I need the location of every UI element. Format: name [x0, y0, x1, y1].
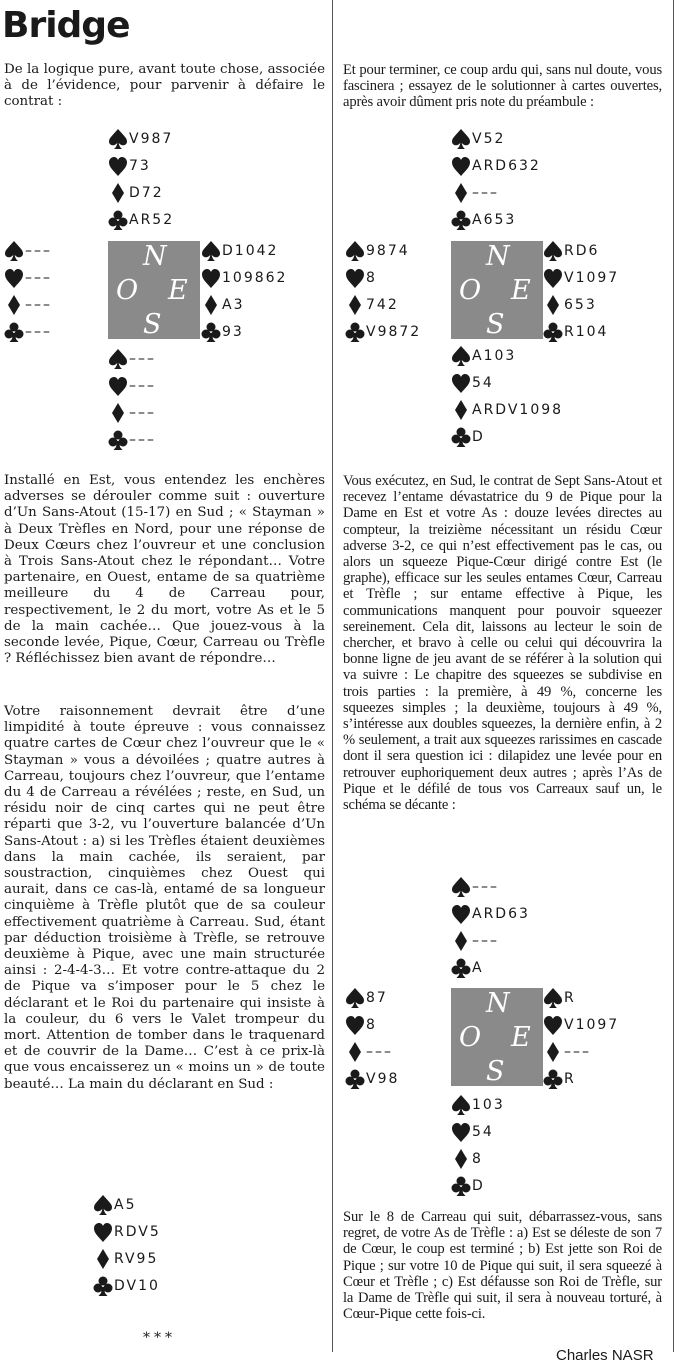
club-icon [93, 1275, 113, 1297]
heart-icon [451, 903, 471, 925]
spade-icon [93, 1194, 113, 1216]
diamond-icon [451, 1148, 471, 1170]
right-border [673, 0, 674, 1352]
deal1-south-hand [108, 345, 156, 453]
right-paragraph-2: Sur le 8 de Carreau qui suit, débarrassez-vous, sans regret, de votre As de Trèfle : a) Est se déleste de son 7 de Cœur, le coup est terminé ; b) Est jette son Roi de Pique ; sur votre 10 de Pique qui suit, il sera squeezé à Cœur et Trèfle ; c) Est défausse son Roi de Trèfle, sur la Dame de Trèfle qui suit, il sera à nouveau torturé, à Cœur-Pique cette fois-ci. [343, 1209, 662, 1323]
club-cards: V9872 [366, 323, 422, 340]
compass-west: O [116, 275, 139, 306]
heart-icon [345, 267, 365, 289]
left-paragraph-2: Votre raisonnement devrait être d’une limpidité à toute épreuve : vous connaissez quatre cartes de Cœur chez l’ouvreur que le « Stayman » vous a dévoilées ; quatre autres à Carreau, toujours chez l’ouvreur, que l’entame du 4 de Carreau a révélées ; reste, en Sud, un résidu noir de cinq cartes qui ne peut être réparti que 3-2, vu l’ouverture balancée d’Un Sans-Atout : a) si les Trèfles étaient deuxièmes dans la main cachée, ils seraient, par soustraction, cinquièmes chez Ouest qui aurait, dans ce cas-là, entamé de sa longueur cinquième à Trèfle plutôt que de sa couleur effectivement quatrième à Carreau. Sud, étant par déduction troisième à Trèfle, se retrouve deuxième à Pique, avec une main structurée ainsi : 2-4-4-3… Et votre contre-attaque du 2 de Pique va s’imposer pour le 5 chez le déclarant et le Roi du partenaire qui insiste à la couleur, du 6 vers le Valet trompeur du mort. Attention de tomber dans le traquenard et de couvrir de la Dame… C’est à ce prix-là que vous encaisserez un « moins un » de toute beauté… La main du déclarant en Sud : [4, 704, 325, 1092]
diamond-cards: ––– [472, 184, 499, 201]
diamond-cards: ––– [129, 404, 156, 421]
intro-left: De la logique pure, avant toute chose, associée à de l’évidence, pour parvenir à défaire le contrat : [4, 62, 325, 110]
compass-east: E [511, 1022, 531, 1053]
left-paragraph-1: Installé en Est, vous entendez les enchères adverses se dérouler comme suit : ouverture d’Un Sans-Atout (15-17) en Sud ; « Stayman » à Deux Trèfles en Nord, pour une réponse de Deux Cœurs chez l’ouvreur et une conclusion à Trois Sans-Atout chez le répondant… Votre partenaire, en Ouest, entame de sa quatrième meilleure du 4 de Carreau pour, respectivement, le 2 du mort, votre As et le 5 de la main cachée… Que jouez-vous à la seconde levée, Pique, Cœur, Carreau ou Trèfle ? Réfléchissez bien avant de répondre… [4, 473, 325, 667]
spade-icon [543, 987, 563, 1009]
compass-south: S [486, 1056, 505, 1087]
diamond-icon [543, 294, 563, 316]
deal3-south-hand [451, 1091, 505, 1199]
deal1-east-hand [201, 237, 287, 345]
spade-cards: V987 [129, 130, 174, 147]
declarant-south-hand [93, 1191, 161, 1299]
diamond-row [345, 1038, 399, 1065]
deal3-north-hand [451, 873, 530, 981]
spade-icon [451, 128, 471, 150]
diamond-icon [108, 182, 128, 204]
club-row [451, 954, 530, 981]
diamond-cards: A3 [222, 296, 245, 313]
compass-south: S [143, 309, 162, 340]
diamond-icon [345, 294, 365, 316]
club-row [345, 318, 421, 345]
spade-row [543, 237, 619, 264]
diamond-cards: ARDV1098 [472, 401, 564, 418]
compass-north: N [143, 241, 167, 272]
heart-icon [451, 155, 471, 177]
club-cards: A [472, 959, 484, 976]
diamond-row [451, 396, 563, 423]
club-cards: 93 [222, 323, 244, 340]
spade-icon [451, 345, 471, 367]
spade-row [201, 237, 287, 264]
deal3-east-hand [543, 984, 619, 1092]
compass-west: O [459, 1022, 482, 1053]
spade-cards: V52 [472, 130, 506, 147]
spade-cards: 9874 [366, 242, 410, 259]
diamond-row [108, 399, 156, 426]
heart-icon [108, 155, 128, 177]
compass-east: E [168, 275, 188, 306]
diamond-cards: D72 [129, 184, 164, 201]
spade-row [345, 237, 421, 264]
heart-row [543, 264, 619, 291]
club-row [451, 1172, 505, 1199]
spade-icon [543, 240, 563, 262]
spade-row [451, 1091, 505, 1118]
diamond-row [451, 1145, 505, 1172]
compass-west: O [459, 275, 482, 306]
heart-cards: V1097 [564, 269, 620, 286]
deal2-east-hand [543, 237, 619, 345]
diamond-icon [451, 930, 471, 952]
spade-row [93, 1191, 161, 1218]
heart-icon [4, 267, 24, 289]
club-cards: D [472, 1177, 485, 1194]
diamond-row [108, 179, 174, 206]
diamond-row [543, 291, 619, 318]
diamond-icon [4, 294, 24, 316]
deal1-west-hand [4, 237, 52, 345]
spade-icon [108, 128, 128, 150]
heart-cards: V1097 [564, 1016, 620, 1033]
club-icon [345, 1068, 365, 1090]
club-icon [451, 209, 471, 231]
spade-row [451, 125, 541, 152]
heart-row [93, 1218, 161, 1245]
club-cards: AR52 [129, 211, 175, 228]
heart-row [451, 152, 541, 179]
club-cards: V98 [366, 1070, 400, 1087]
spade-icon [4, 240, 24, 262]
club-row [93, 1272, 161, 1299]
spade-row [451, 873, 530, 900]
heart-icon [93, 1221, 113, 1243]
spade-cards: A103 [472, 347, 517, 364]
deal3-compass [451, 988, 543, 1086]
compass-north: N [486, 988, 510, 1019]
heart-row [4, 264, 52, 291]
diamond-cards: 742 [366, 296, 399, 313]
spade-cards: 87 [366, 989, 388, 1006]
club-row [108, 206, 174, 233]
spade-cards: R [564, 989, 576, 1006]
deal1-compass [108, 241, 200, 339]
heart-cards: 73 [129, 157, 151, 174]
heart-cards: 54 [472, 1123, 494, 1140]
club-icon [451, 426, 471, 448]
club-icon [543, 1068, 563, 1090]
deal1-north-hand [108, 125, 174, 233]
club-icon [4, 321, 24, 343]
diamond-row [451, 179, 541, 206]
club-row [543, 1065, 619, 1092]
club-icon [345, 321, 365, 343]
club-row [451, 423, 563, 450]
club-row [543, 318, 619, 345]
heart-icon [451, 372, 471, 394]
heart-row [345, 264, 421, 291]
diamond-icon [345, 1041, 365, 1063]
diamond-cards: ––– [472, 932, 499, 949]
deal2-west-hand [345, 237, 421, 345]
club-icon [451, 957, 471, 979]
heart-row [451, 900, 530, 927]
spade-row [543, 984, 619, 1011]
diamond-row [93, 1245, 161, 1272]
column-divider [332, 0, 333, 1352]
diamond-cards: 653 [564, 296, 597, 313]
diamond-row [543, 1038, 619, 1065]
heart-row [543, 1011, 619, 1038]
diamond-cards: 8 [472, 1150, 483, 1167]
spade-cards: RD6 [564, 242, 600, 259]
spade-row [345, 984, 399, 1011]
club-icon [108, 209, 128, 231]
spade-cards: ––– [129, 350, 156, 367]
author-name: Charles NASR [556, 1347, 654, 1364]
diamond-cards: RV95 [114, 1250, 159, 1267]
spade-icon [345, 987, 365, 1009]
deal2-north-hand [451, 125, 541, 233]
heart-row [451, 1118, 505, 1145]
diamond-icon [451, 182, 471, 204]
diamond-row [451, 927, 530, 954]
club-icon [201, 321, 221, 343]
club-icon [451, 1175, 471, 1197]
diamond-icon [543, 1041, 563, 1063]
club-cards: R [564, 1070, 576, 1087]
diamond-row [201, 291, 287, 318]
diamond-row [345, 291, 421, 318]
spade-row [451, 342, 563, 369]
club-cards: ––– [129, 431, 156, 448]
heart-icon [543, 267, 563, 289]
deal3-west-hand [345, 984, 399, 1092]
heart-cards: 8 [366, 269, 377, 286]
heart-row [108, 372, 156, 399]
page-title: Bridge [2, 5, 130, 46]
heart-cards: 109862 [222, 269, 288, 286]
club-cards: R104 [564, 323, 609, 340]
diamond-icon [93, 1248, 113, 1270]
heart-icon [451, 1121, 471, 1143]
club-row [108, 426, 156, 453]
heart-icon [543, 1014, 563, 1036]
separator-stars: *** [143, 1330, 176, 1346]
club-row [201, 318, 287, 345]
spade-icon [451, 876, 471, 898]
heart-icon [201, 267, 221, 289]
spade-icon [201, 240, 221, 262]
spade-cards: D1042 [222, 242, 279, 259]
spade-row [108, 345, 156, 372]
compass-east: E [511, 275, 531, 306]
club-cards: ––– [25, 323, 52, 340]
spade-cards: ––– [472, 878, 499, 895]
club-cards: A653 [472, 211, 517, 228]
heart-row [108, 152, 174, 179]
club-icon [543, 321, 563, 343]
diamond-icon [451, 399, 471, 421]
diamond-icon [108, 402, 128, 424]
spade-row [108, 125, 174, 152]
heart-cards: ––– [25, 269, 52, 286]
intro-right: Et pour terminer, ce coup ardu qui, sans nul doute, vous fascinera ; essayez de le solutionner à cartes ouvertes, après avoir dûment pris note du préambule : [343, 62, 662, 111]
heart-cards: 8 [366, 1016, 377, 1033]
heart-row [345, 1011, 399, 1038]
club-cards: DV10 [114, 1277, 160, 1294]
right-paragraph-1: Vous exécutez, en Sud, le contrat de Sept Sans-Atout et recevez l’entame dévastatrice du 9 de Pique pour la Dame en Est et votre As : douze levées directes au compteur, la treizième nécessitant un résidu Cœur adverse 3-2, ce qui n’est effectivement pas le cas, ou alors un squeeze Pique-Cœur dirigé contre Est (le graphe), efficace sur les seules entames Cœur, Carreau et Trèfle ; sur entame effective à Pique, les communications manquent pour pouvoir squeezer sereinement. Cela dit, laissons au lecteur le soin de chercher, et bravo à celle ou celui qui découvrira la bonne ligne de jeu avant de se référer à la solution qui va suivre : Le chapitre des squeezes se subdivise en trois parties : la première, à 49 %, concerne les squeezes simples ; la deuxième, toujours à 49 %, s’intéresse aux doubles squeezes, la dernière enfin, à 2 % seulement, a trait aux squeezes rarissimes en cascade dont il sera question ici : dilapidez une levée pour en retrouver euphoriquement deux autres ; après l’As de Pique et le défilé de tous vos Carreaux sauf un, le schéma se décante : [343, 473, 662, 814]
spade-cards: A5 [114, 1196, 137, 1213]
deal2-south-hand [451, 342, 563, 450]
spade-cards: ––– [25, 242, 52, 259]
heart-cards: ARD63 [472, 905, 530, 922]
heart-row [451, 369, 563, 396]
deal2-compass [451, 241, 543, 339]
diamond-cards: ––– [25, 296, 52, 313]
club-row [4, 318, 52, 345]
heart-row [201, 264, 287, 291]
diamond-icon [201, 294, 221, 316]
diamond-cards: ––– [564, 1043, 591, 1060]
spade-icon [108, 348, 128, 370]
spade-icon [345, 240, 365, 262]
heart-cards: ARD632 [472, 157, 541, 174]
club-row [345, 1065, 399, 1092]
heart-cards: ––– [129, 377, 156, 394]
compass-south: S [486, 309, 505, 340]
spade-icon [451, 1094, 471, 1116]
diamond-cards: ––– [366, 1043, 393, 1060]
compass-north: N [486, 241, 510, 272]
club-row [451, 206, 541, 233]
heart-icon [108, 375, 128, 397]
spade-cards: 103 [472, 1096, 505, 1113]
club-cards: D [472, 428, 485, 445]
heart-icon [345, 1014, 365, 1036]
club-icon [108, 429, 128, 451]
heart-cards: RDV5 [114, 1223, 161, 1240]
spade-row [4, 237, 52, 264]
diamond-row [4, 291, 52, 318]
heart-cards: 54 [472, 374, 494, 391]
